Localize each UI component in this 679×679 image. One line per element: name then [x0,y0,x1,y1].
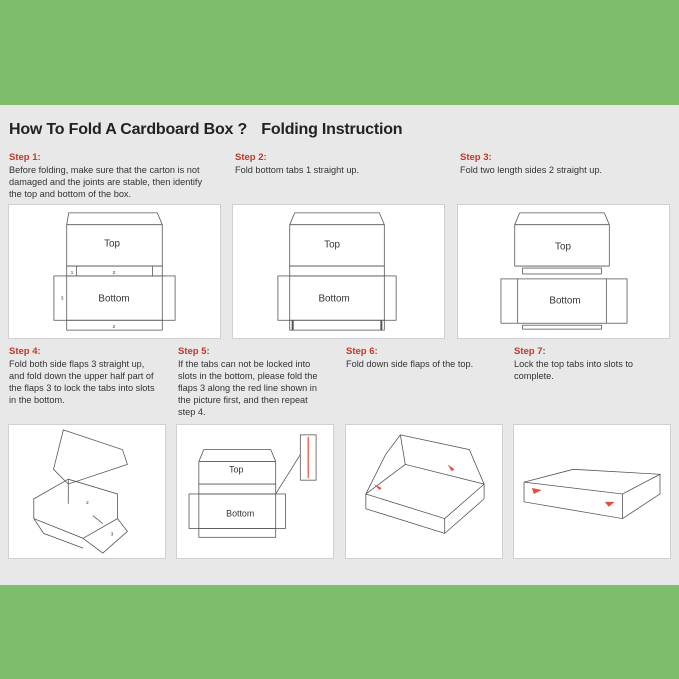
step-1-label: Step 1: [9,152,41,163]
bottom-green-band [0,585,679,679]
closed-box-diagram [514,425,670,558]
num-3: 3 [60,296,64,302]
step-1-line: the top and bottom of the box. [9,189,132,199]
step-7-line: complete. [514,371,554,381]
step-1-line: damaged and the joints are stable, then identify [9,177,203,187]
num-2: 2 [112,325,116,331]
step-6-line: Fold down side flaps of the top. [346,359,474,369]
step-4-line: the flaps 3 to lock the tabs into slots [9,383,155,393]
bottom-label: Bottom [549,295,581,307]
step-7-label: Step 7: [514,346,546,357]
step-5-line: flaps 3 along the red line shown in [178,383,317,393]
step-4-label: Step 4: [9,346,41,357]
step-4-line: and fold down the upper half part of [9,371,154,381]
arrow-icon [605,502,615,507]
step-7-diagram [513,424,671,559]
bottom-label: Bottom [98,293,130,305]
step-5-line: step 4. [178,407,206,417]
step-4-text [9,358,155,406]
num-2: 2 [86,500,89,506]
top-green-band [0,0,679,105]
step-5-text [178,358,317,418]
top-label: Top [555,241,571,253]
arrow-icon [448,464,455,471]
step-1-diagram [8,204,221,339]
step-4-line: Fold both side flaps 3 straight up, [9,359,145,369]
box-net-diagram [458,205,669,338]
step-5-diagram [176,424,334,559]
closing-box-diagram [346,425,502,558]
step-3-line: Fold two length sides 2 straight up. [460,165,602,175]
step-6-label: Step 6: [346,346,378,357]
step-3-text [460,164,602,176]
num-2: 2 [112,270,116,276]
top-label: Top [229,464,244,475]
title-sub: Folding Instruction [261,121,403,138]
step-7-text [514,358,633,382]
step-5-line: slots in the bottom, please fold the [178,371,318,381]
page-title [9,121,402,139]
step-1-line: Before folding, make sure that the carton is not [9,165,200,175]
arrow-icon [532,488,542,494]
box-net-with-detail-diagram [177,425,333,558]
step-2-text [235,164,359,176]
step-3-diagram [457,204,670,339]
step-3-label: Step 3: [460,152,492,163]
box-net-diagram [9,205,220,338]
step-2-diagram [232,204,445,339]
step-5-line: If the tabs can not be locked into [178,359,311,369]
box-net-diagram [233,205,444,338]
step-4-line: in the bottom. [9,395,65,405]
top-label: Top [324,239,341,251]
num-1: 1 [70,270,74,276]
step-5-line: the picture first, and then repeat [178,395,308,405]
step-1-text [9,164,202,200]
title-main: How To Fold A Cardboard Box ? [9,121,248,138]
step-6-diagram [345,424,503,559]
bottom-label: Bottom [226,508,255,519]
top-label: Top [104,238,120,250]
bottom-label: Bottom [318,293,350,305]
num-3: 3 [110,532,114,538]
step-2-label: Step 2: [235,152,267,163]
step-2-line: Fold bottom tabs 1 straight up. [235,165,360,175]
folding-box-diagram [9,425,165,558]
step-7-line: Lock the top tabs into slots to [514,359,633,369]
step-6-text [346,358,473,370]
step-5-label: Step 5: [178,346,210,357]
step-4-diagram [8,424,166,559]
